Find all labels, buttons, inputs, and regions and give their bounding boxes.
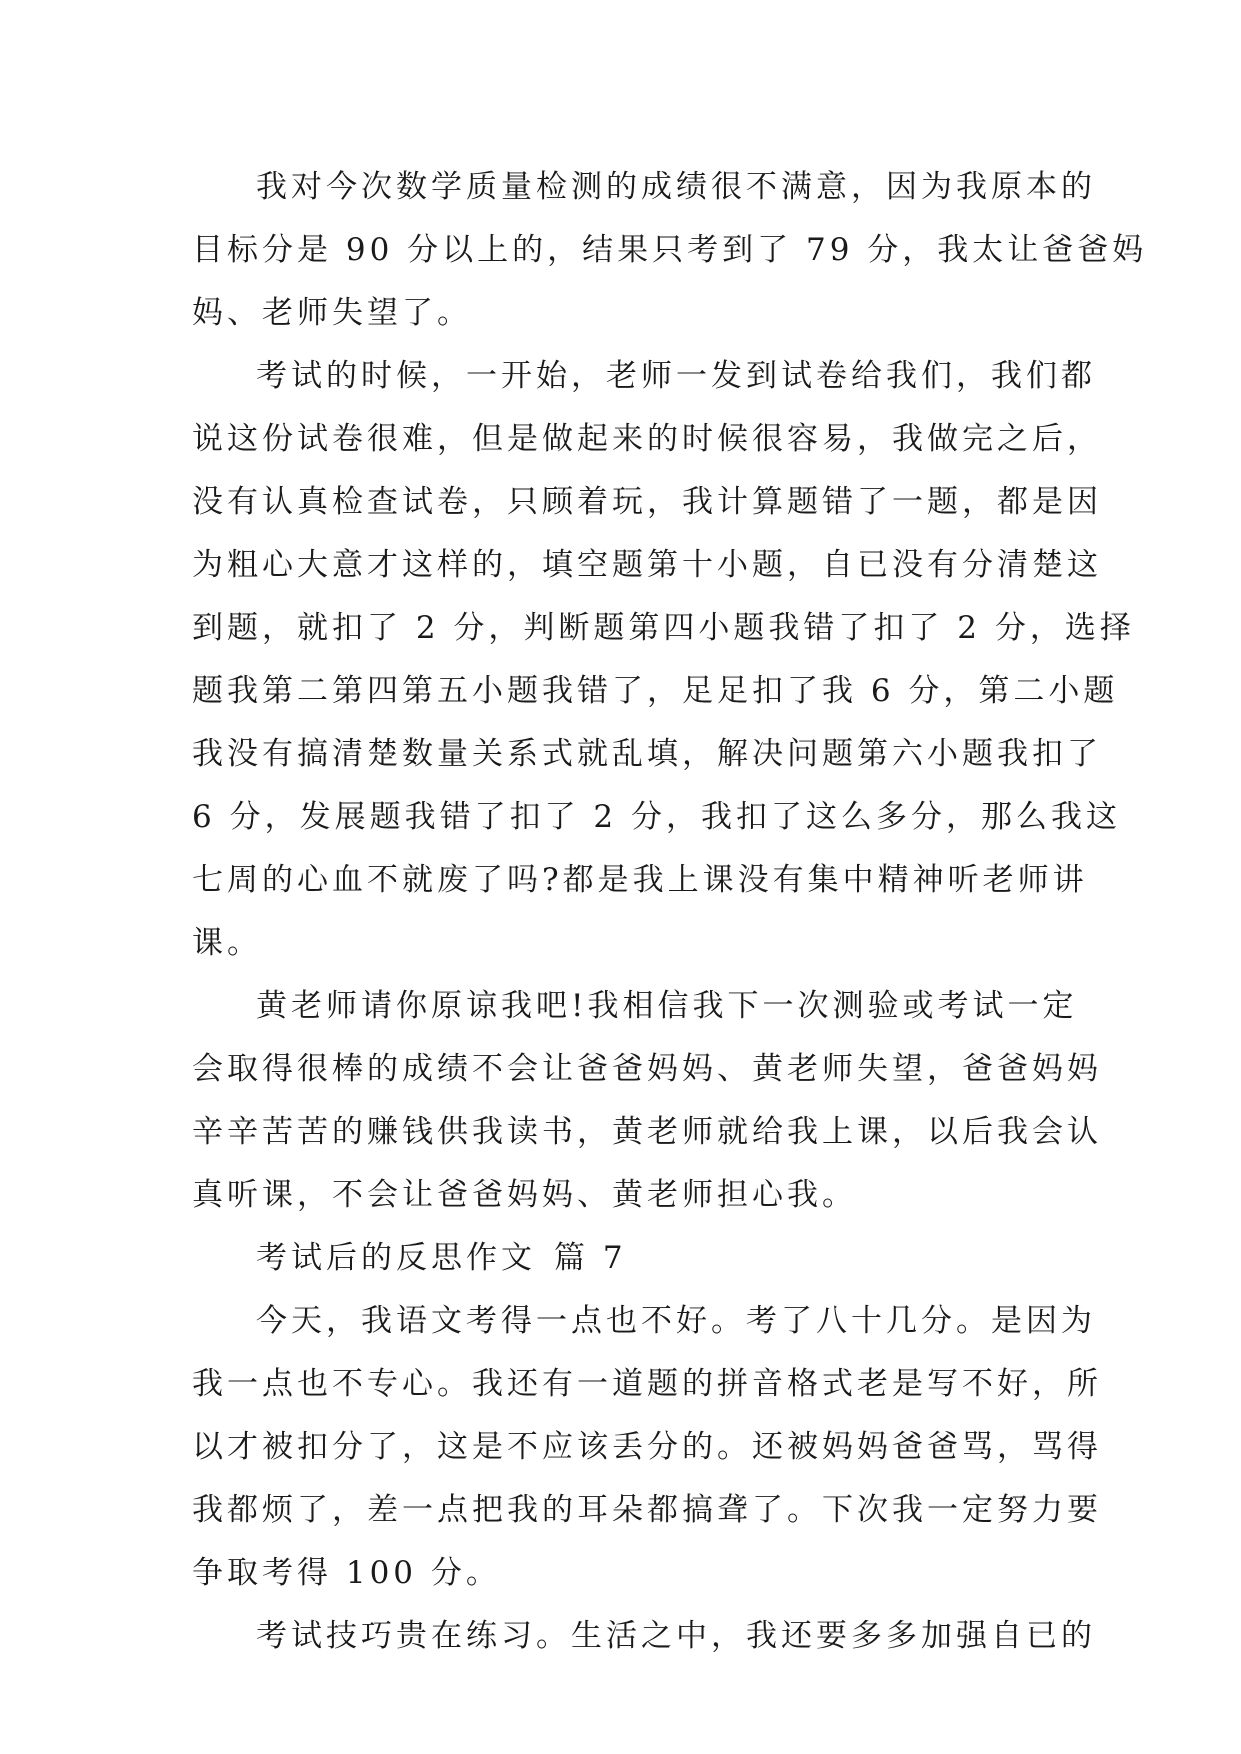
- text-line: 妈、老师失望了。: [192, 295, 472, 331]
- text-line: 为粗心大意才这样的，填空题第十小题，自已没有分清楚这: [192, 547, 1102, 583]
- section-heading-title: 考试后的反思作文: [256, 1240, 536, 1276]
- section-heading: [192, 1227, 1052, 1290]
- text-line: 没有认真检查试卷，只顾着玩，我计算题错了一题，都是因: [192, 484, 1102, 520]
- text-line: 今天，我语文考得一点也不好。考了八十几分。是因为: [256, 1303, 1096, 1339]
- text-line: 考试的时候，一开始，老师一发到试卷给我们，我们都: [256, 358, 1096, 394]
- paragraph-3: [192, 975, 1102, 1227]
- text-line: 目标分是 90 分以上的，结果只考到了 79 分，我太让爸爸妈: [192, 232, 1148, 268]
- text-line: 说这份试卷很难，但是做起来的时候很容易，我做完之后，: [192, 421, 1102, 457]
- text-line: 我没有搞清楚数量关系式就乱填，解决问题第六小题我扣了: [192, 736, 1102, 772]
- text-line: 辛辛苦苦的赚钱供我读书，黄老师就给我上课，以后我会认: [192, 1114, 1102, 1150]
- text-line: 考试技巧贵在练习。生活之中，我还要多多加强自已的: [256, 1618, 1096, 1654]
- text-line: 到题，就扣了 2 分，判断题第四小题我错了扣了 2 分，选择: [192, 610, 1135, 646]
- text-line: 真听课，不会让爸爸妈妈、黄老师担心我。: [192, 1177, 857, 1213]
- text-line: 题我第二第四第五小题我错了，足足扣了我 6 分，第二小题: [192, 673, 1119, 709]
- text-line: 会取得很棒的成绩不会让爸爸妈妈、黄老师失望，爸爸妈妈: [192, 1051, 1102, 1087]
- paragraph-5: [192, 1605, 1096, 1668]
- text-line: 6 分，发展题我错了扣了 2 分，我扣了这么多分，那么我这: [192, 799, 1122, 835]
- section-heading-number: 篇 7: [554, 1240, 627, 1276]
- text-line: 七周的心血不就废了吗?都是我上课没有集中精神听老师讲: [192, 862, 1088, 898]
- text-line: 以才被扣分了，这是不应该丢分的。还被妈妈爸爸骂，骂得: [192, 1429, 1102, 1465]
- text-line: 课。: [192, 925, 262, 961]
- paragraph-2: [192, 345, 1135, 975]
- paragraph-4: [192, 1290, 1102, 1605]
- text-line: 争取考得 100 分。: [192, 1555, 501, 1591]
- text-line: 黄老师请你原谅我吧!我相信我下一次测验或考试一定: [256, 988, 1078, 1024]
- text-line: 我对今次数学质量检测的成绩很不满意，因为我原本的: [256, 169, 1096, 205]
- paragraph-1: [192, 156, 1148, 345]
- text-line: 我都烦了，差一点把我的耳朵都搞聋了。下次我一定努力要: [192, 1492, 1102, 1528]
- text-line: 我一点也不专心。我还有一道题的拼音格式老是写不好，所: [192, 1366, 1102, 1402]
- document-body: [192, 156, 1148, 1668]
